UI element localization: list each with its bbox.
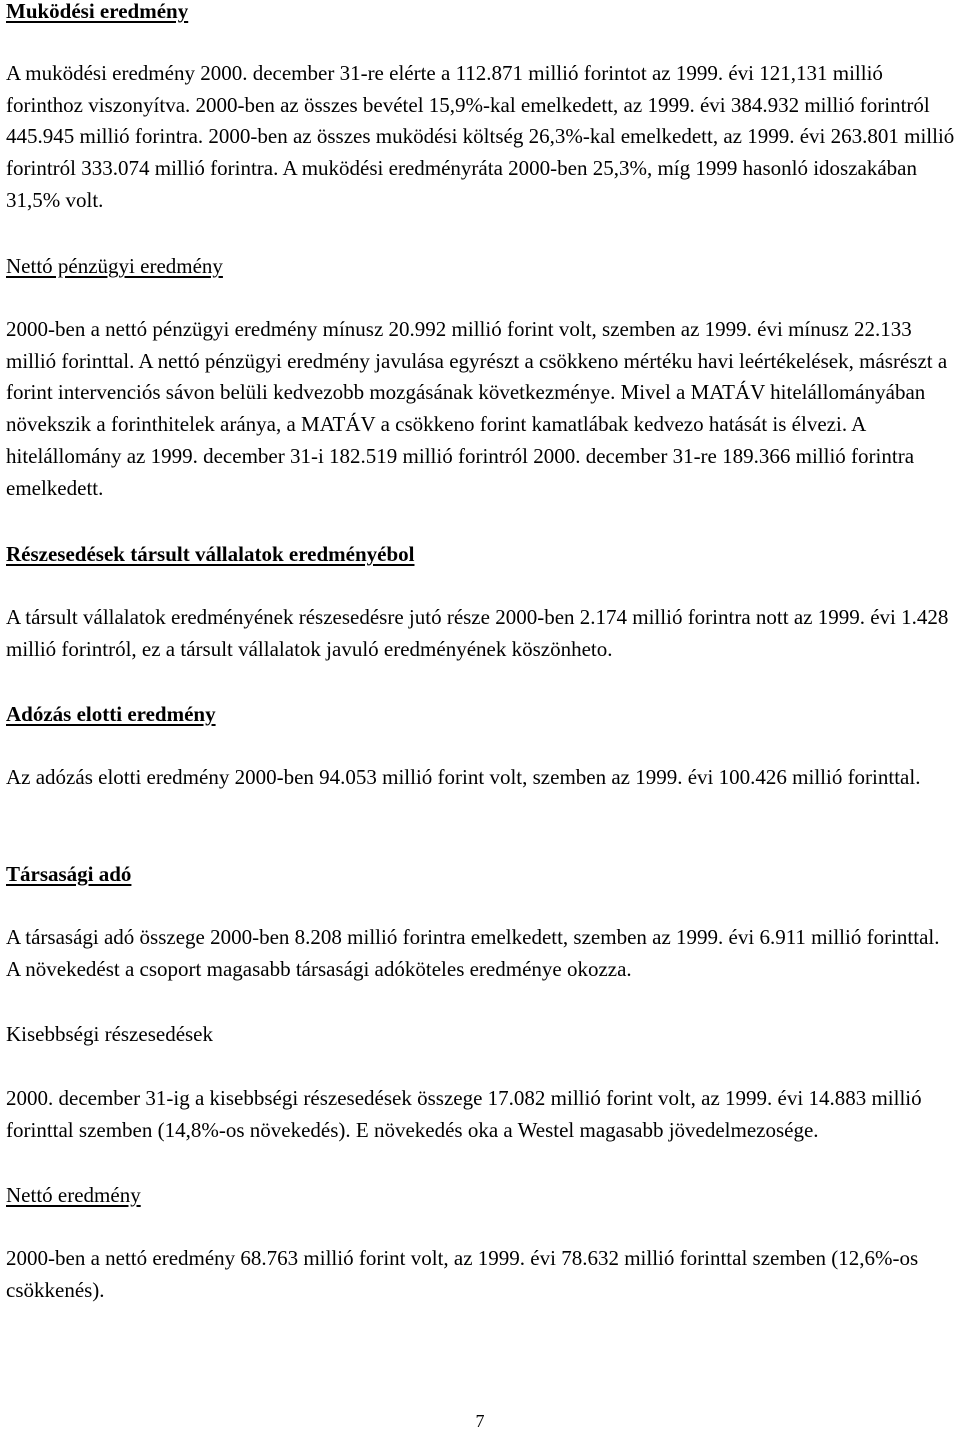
section-paragraph-net-result: 2000-ben a nettó eredmény 68.763 millió forint volt, az 1999. évi 78.632 millió forinttal szemben (12,6%-os csökkenés). — [6, 1246, 919, 1302]
section-paragraph-pretax-result: Az adózás elotti eredmény 2000-ben 94.053 millió forint volt, szemben az 1999. évi 100.426 millió forinttal. — [6, 765, 921, 789]
section-heading-corporate-tax: Társasági adó — [6, 862, 132, 886]
section-paragraph-corporate-tax: A társasági adó összege 2000-ben 8.208 millió forintra emelkedett, szemben az 1999. évi 6.911 millió forinttal. A növekedést a csoport magasabb társasági adóköteles eredménye okozza. — [6, 925, 940, 981]
section-paragraph-associates-share: A társult vállalatok eredményének részesedésre jutó része 2000-ben 2.174 millió forintra nott az 1999. évi 1.428 millió forintról, ez a társult vállalatok javuló eredményének köszönheto. — [6, 605, 949, 661]
page-number: 7 — [475, 1411, 485, 1431]
section-paragraph-operating-result: A muködési eredmény 2000. december 31-re elérte a 112.871 millió forintot az 1999. évi 121,131 millió forinthoz viszonyítva. 2000-ben az összes bevétel 15,9%-kal emelkedett, az 1999. évi 384.932 millió forintról 445.945 millió forintra. 2000-ben az összes muködési költség 26,3%-kal emelkedett, az 1999. évi 263.801 millió forintról 333.074 millió forintra. A muködési eredményráta 2000-ben 25,3%, míg 1999 hasonló idoszakában 31,5% volt. — [6, 61, 955, 212]
section-heading-minority-interests: Kisebbségi részesedések — [6, 1022, 214, 1046]
section-heading-net-financial-result: Nettó pénzügyi eredmény — [6, 254, 223, 278]
section-heading-pretax-result: Adózás elotti eredmény — [6, 702, 216, 726]
section-paragraph-net-financial-result: 2000-ben a nettó pénzügyi eredmény mínusz 20.992 millió forint volt, szemben az 1999. évi mínusz 22.133 millió forinttal. A nettó pénzügyi eredmény javulása egyrészt a csökkeno mértéku havi leértékelések, másrészt a forint intervenciós sávon belüli kedvezobb mozgásának következménye. Mivel a MATÁV hitelállományában növekszik a forinthitelek aránya, a MATÁV a csökkeno forint kamatlábak kedvezo hatását is élvezi. A hitelállomány az 1999. december 31-i 182.519 millió forintról 2000. december 31-re 189.366 millió forintra emelkedett. — [6, 317, 948, 500]
section-heading-operating-result: Muködési eredmény — [6, 0, 189, 23]
section-heading-associates-share: Részesedések társult vállalatok eredményébol — [6, 542, 415, 566]
section-heading-net-result: Nettó eredmény — [6, 1183, 141, 1207]
section-paragraph-minority-interests: 2000. december 31-ig a kisebbségi részesedések összege 17.082 millió forint volt, az 1999. évi 14.883 millió forinttal szemben (14,8%-os növekedés). E növekedés oka a Westel magasabb jövedelmezosége. — [6, 1086, 922, 1142]
